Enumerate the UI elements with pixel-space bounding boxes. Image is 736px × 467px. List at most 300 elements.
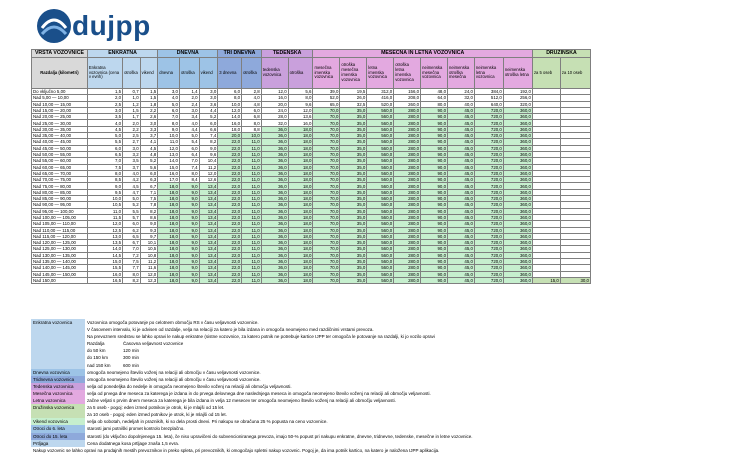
fare-cell: 5,6 bbox=[288, 89, 313, 95]
fare-cell: 70,0 bbox=[313, 240, 340, 246]
fare-cell: 2,7 bbox=[123, 139, 141, 145]
fare-cell: 45,0 bbox=[448, 183, 475, 189]
legend-label-fill bbox=[31, 354, 85, 361]
distance-cell: Nad 10,00 — 15,00 bbox=[32, 101, 88, 107]
fare-cell: 22,0 bbox=[218, 246, 242, 252]
col-header: otroška bbox=[123, 58, 141, 89]
fare-cell: 11,0 bbox=[242, 170, 262, 176]
fare-cell: 13,5 bbox=[87, 240, 122, 246]
fare-cell: 11,0 bbox=[242, 145, 262, 151]
legend-row bbox=[31, 425, 591, 432]
fare-cell: 18,0 bbox=[158, 233, 180, 239]
fare-cell: 5,0 bbox=[123, 196, 141, 202]
distance-cell: Nad 105,00 — 110,00 bbox=[32, 221, 88, 227]
fare-cell: 720,0 bbox=[474, 183, 503, 189]
fare-cell: 8,0 bbox=[123, 271, 141, 277]
fare-cell: 18,0 bbox=[288, 221, 313, 227]
distance-cell: Nad 85,00 — 90,00 bbox=[32, 196, 88, 202]
fare-cell: 70,0 bbox=[313, 120, 340, 126]
fare-cell: 9,0 bbox=[179, 221, 199, 227]
fare-cell: 18,0 bbox=[288, 259, 313, 265]
group-header-row bbox=[32, 50, 591, 58]
fare-cell: 36,0 bbox=[261, 233, 288, 239]
fare-cell: 7,8 bbox=[140, 202, 158, 208]
fare-cell: 8,5 bbox=[87, 177, 122, 183]
fare-cell: 13,4 bbox=[199, 259, 218, 265]
col-header: letna imenska vozovnica bbox=[367, 58, 394, 89]
fare-table bbox=[31, 49, 591, 284]
fare-cell: 36,0 bbox=[261, 227, 288, 233]
fare-cell: 8,2 bbox=[123, 277, 141, 283]
fare-cell: 2,2 bbox=[140, 107, 158, 113]
legend-row bbox=[31, 390, 591, 397]
fare-cell: 70,0 bbox=[313, 126, 340, 132]
fare-cell: 36,0 bbox=[261, 158, 288, 164]
col-header: 3 dnevna bbox=[218, 58, 242, 89]
fare-cell: 720,0 bbox=[474, 277, 503, 283]
fare-cell: 560,0 bbox=[367, 233, 394, 239]
fare-cell: 360,0 bbox=[503, 189, 532, 195]
legend-label-fill bbox=[31, 333, 85, 340]
fare-cell: 35,0 bbox=[340, 233, 367, 239]
fare-cell: 22,0 bbox=[218, 183, 242, 189]
fare-cell: 32,5 bbox=[340, 101, 367, 107]
fare-cell: 360,0 bbox=[503, 233, 532, 239]
legend-row bbox=[31, 326, 591, 333]
fare-cell: 36,0 bbox=[261, 208, 288, 214]
fare-cell: 70,0 bbox=[313, 202, 340, 208]
fare-cell: 6,0 bbox=[242, 107, 262, 113]
fare-cell: 45,0 bbox=[448, 120, 475, 126]
fare-cell: 13,6 bbox=[288, 114, 313, 120]
fare-cell: 12,0 bbox=[261, 89, 288, 95]
fare-cell: 7,4 bbox=[179, 164, 199, 170]
fare-cell: 18,0 bbox=[288, 177, 313, 183]
fare-cell: 4,0 bbox=[123, 170, 141, 176]
fare-cell: 6,0 bbox=[158, 107, 180, 113]
fare-cell: 18,0 bbox=[288, 277, 313, 283]
fare-cell: 360,0 bbox=[503, 259, 532, 265]
fare-cell: 18,0 bbox=[288, 227, 313, 233]
fare-cell: 560,0 bbox=[367, 107, 394, 113]
legend-text: omogoča neomejeno število voženj na relaciji ali območju v času veljavnosti vozovnice. bbox=[87, 376, 261, 382]
fare-cell: 360,0 bbox=[503, 114, 532, 120]
fare-cell: 12,0 bbox=[87, 221, 122, 227]
fare-cell: 18,0 bbox=[158, 240, 180, 246]
fare-cell: 7,0 bbox=[179, 158, 199, 164]
fare-cell: 45,0 bbox=[448, 196, 475, 202]
fare-cell: 312,0 bbox=[367, 89, 394, 95]
fare-cell: 65,0 bbox=[313, 101, 340, 107]
fare-cell: 1,5 bbox=[140, 95, 158, 101]
fare-cell: 10,0 bbox=[218, 101, 242, 107]
fare-cell: 39,0 bbox=[313, 89, 340, 95]
fare-cell: 35,0 bbox=[340, 120, 367, 126]
fare-cell: 9,6 bbox=[288, 101, 313, 107]
distance-cell: Nad 100,00 — 105,00 bbox=[32, 214, 88, 220]
fare-cell: 11,2 bbox=[140, 259, 158, 265]
fare-cell: 18,0 bbox=[288, 151, 313, 157]
col-header: dnevna bbox=[158, 58, 180, 89]
legend-zone-row bbox=[31, 362, 591, 369]
fare-cell: 70,0 bbox=[313, 252, 340, 258]
fare-cell: 720,0 bbox=[474, 196, 503, 202]
header-tridnevna: TRI DNEVNA bbox=[218, 50, 261, 58]
fare-cell: 5,0 bbox=[158, 101, 180, 107]
fare-cell: 11,0 bbox=[242, 214, 262, 220]
fare-cell: 10,8 bbox=[140, 252, 158, 258]
legend-row bbox=[31, 418, 591, 425]
fare-cell: 560,0 bbox=[367, 151, 394, 157]
fare-cell: 90,0 bbox=[421, 277, 448, 283]
fare-cell: 1,4 bbox=[179, 89, 199, 95]
fare-cell: 6,0 bbox=[218, 89, 242, 95]
fare-cell: 90,0 bbox=[421, 214, 448, 220]
fare-cell: 45,0 bbox=[448, 221, 475, 227]
col-header: mesečna imenska vozovnica bbox=[313, 58, 340, 89]
fare-cell: 3,0 bbox=[179, 107, 199, 113]
distance-cell: Nad 25,00 — 30,00 bbox=[32, 120, 88, 126]
fare-cell: 1,0 bbox=[123, 95, 141, 101]
fare-cell: 280,0 bbox=[394, 277, 421, 283]
fare-cell: 18,0 bbox=[288, 145, 313, 151]
fare-cell: 360,0 bbox=[503, 170, 532, 176]
legend-zone-row bbox=[31, 354, 591, 361]
fare-cell: 1,5 bbox=[140, 89, 158, 95]
fare-cell: 280,0 bbox=[394, 221, 421, 227]
fare-cell: 18,0 bbox=[158, 271, 180, 277]
fare-cell: 64,0 bbox=[421, 95, 448, 101]
fare-cell: 18,0 bbox=[158, 189, 180, 195]
legend-label: Tedenska vozovnica bbox=[31, 383, 85, 390]
fare-cell: 7,1 bbox=[140, 189, 158, 195]
fare-cell: 18,0 bbox=[288, 246, 313, 252]
fare-cell: 6,3 bbox=[140, 177, 158, 183]
fare-cell: 6,5 bbox=[87, 151, 122, 157]
fare-cell: 13,4 bbox=[199, 265, 218, 271]
fare-cell: 16,0 bbox=[87, 271, 122, 277]
fare-cell: 720,0 bbox=[474, 265, 503, 271]
fare-cell: 6,7 bbox=[123, 240, 141, 246]
legend-text: Nakup vozovnic se lahko opravi na prodajnih mestih prevoznikov in preko spleta, pri prevoznikih, ki omogočajo spletni nakup vozovnic. Pogoj je, da ima potnik kartico, na katero je naložena IJPP aplikacija. bbox=[33, 447, 440, 453]
fare-cell: 90,0 bbox=[421, 252, 448, 258]
distance-cell: Nad 75,00 — 80,00 bbox=[32, 183, 88, 189]
brand-logo bbox=[34, 6, 151, 50]
fare-cell: 36,0 bbox=[261, 189, 288, 195]
zone-validity: 120 min bbox=[123, 348, 140, 354]
fare-cell: 11,0 bbox=[242, 265, 262, 271]
fare-cell: 18,0 bbox=[158, 277, 180, 283]
fare-cell: 520,0 bbox=[367, 101, 394, 107]
zone-distance: do 150 km bbox=[87, 355, 109, 361]
fare-cell: 280,0 bbox=[394, 133, 421, 139]
fare-cell: 560,0 bbox=[367, 227, 394, 233]
fare-cell: 18,0 bbox=[158, 208, 180, 214]
legend-label: Mesečna vozovnica bbox=[31, 390, 85, 397]
fare-cell: 12,0 bbox=[158, 145, 180, 151]
fare-cell: 7,5 bbox=[87, 164, 122, 170]
fare-cell: 13,0 bbox=[87, 233, 122, 239]
fare-cell: 90,0 bbox=[421, 265, 448, 271]
legend-label: Družinska vozovnica bbox=[31, 404, 85, 411]
fare-cell: 70,0 bbox=[313, 107, 340, 113]
fare-cell: 560,0 bbox=[367, 208, 394, 214]
fare-cell: 280,0 bbox=[394, 271, 421, 277]
fare-cell: 45,0 bbox=[448, 133, 475, 139]
fare-cell: 4,2 bbox=[123, 177, 141, 183]
fare-cell: 360,0 bbox=[503, 221, 532, 227]
fare-cell: 5,0 bbox=[179, 133, 199, 139]
fare-cell: 720,0 bbox=[474, 189, 503, 195]
fare-cell: 90,0 bbox=[421, 208, 448, 214]
fare-cell: 9,5 bbox=[87, 189, 122, 195]
fare-cell: 560,0 bbox=[367, 240, 394, 246]
fare-cell: 11,0 bbox=[158, 139, 180, 145]
fare-cell: 36,0 bbox=[261, 145, 288, 151]
fare-cell: 280,0 bbox=[394, 151, 421, 157]
fare-cell: 18,0 bbox=[158, 221, 180, 227]
fare-cell: 11,5 bbox=[87, 214, 122, 220]
fare-cell: 90,0 bbox=[421, 133, 448, 139]
fare-cell: 30,0 bbox=[560, 277, 590, 283]
fare-cell: 13,4 bbox=[199, 271, 218, 277]
fare-cell: 70,0 bbox=[313, 177, 340, 183]
fare-cell: 90,0 bbox=[421, 189, 448, 195]
fare-cell: 22,0 bbox=[218, 139, 242, 145]
fare-cell: 13,4 bbox=[199, 196, 218, 202]
fare-cell: 3,7 bbox=[140, 133, 158, 139]
fare-cell: 18,0 bbox=[288, 183, 313, 189]
fare-cell: 5,0 bbox=[87, 133, 122, 139]
fare-cell: 45,0 bbox=[448, 265, 475, 271]
fare-cell: 45,0 bbox=[448, 277, 475, 283]
fare-cell: 70,0 bbox=[313, 189, 340, 195]
legend-text: starosti (do vključno dopolnjenega 15. leta), če niso upravičeni do subvencioniranega prevoza, imajo 50-% popust pri nakupu enkratne, dnevne, tridnevne, tedenske, mesečne in letne vozovnice. bbox=[87, 433, 473, 439]
fare-cell: 35,0 bbox=[340, 246, 367, 252]
fare-cell: 2,6 bbox=[140, 114, 158, 120]
fare-cell: 320,0 bbox=[503, 101, 532, 107]
distance-cell: Nad 60,00 — 65,00 bbox=[32, 164, 88, 170]
legend-zone-row bbox=[31, 347, 591, 354]
fare-cell: 2,5 bbox=[87, 101, 122, 107]
legend-label-fill bbox=[31, 326, 85, 333]
fare-cell: 12,6 bbox=[199, 177, 218, 183]
fare-cell: 4,5 bbox=[87, 126, 122, 132]
fare-cell: 8,0 bbox=[218, 95, 242, 101]
fare-cell: 17,0 bbox=[158, 177, 180, 183]
fare-cell: 5,2 bbox=[140, 158, 158, 164]
fare-cell: 13,0 bbox=[158, 151, 180, 157]
fare-cell: 360,0 bbox=[503, 151, 532, 157]
col-header: za 5 oseb bbox=[532, 58, 560, 89]
fare-cell: 5,5 bbox=[87, 139, 122, 145]
fare-cell: 2,5 bbox=[123, 133, 141, 139]
fare-cell: 90,0 bbox=[421, 107, 448, 113]
fare-cell: 90,0 bbox=[421, 271, 448, 277]
fare-cell: 22,0 bbox=[218, 164, 242, 170]
fare-cell: 2,0 bbox=[87, 95, 122, 101]
fare-cell: 7,0 bbox=[123, 246, 141, 252]
legend-label: Prtljaga bbox=[31, 440, 85, 447]
fare-cell: 90,0 bbox=[421, 158, 448, 164]
fare-cell: 14,0 bbox=[158, 158, 180, 164]
fare-cell: 3,6 bbox=[199, 101, 218, 107]
zone-validity-header: Časovna veljavnost vozovnice bbox=[123, 341, 184, 347]
fare-cell: 4,4 bbox=[199, 107, 218, 113]
fare-cell: 192,0 bbox=[503, 89, 532, 95]
legend-text: Cena dodatnega kosa prtljage znaša 1,5 evra. bbox=[87, 440, 180, 446]
fare-cell: 18,0 bbox=[288, 240, 313, 246]
fare-cell: 70,0 bbox=[313, 221, 340, 227]
fare-cell: 36,0 bbox=[261, 183, 288, 189]
fare-cell: 560,0 bbox=[367, 126, 394, 132]
fare-cell: 280,0 bbox=[394, 196, 421, 202]
fare-cell: 280,0 bbox=[394, 227, 421, 233]
col-header-razdalja: Razdalja (kilometri) bbox=[32, 58, 88, 89]
fare-cell: 90,0 bbox=[421, 233, 448, 239]
fare-cell: 22,0 bbox=[218, 271, 242, 277]
fare-cell: 11,2 bbox=[199, 164, 218, 170]
legend-label: Vikend vozovnica bbox=[31, 418, 85, 425]
fare-cell: 360,0 bbox=[503, 139, 532, 145]
fare-cell: 9,0 bbox=[179, 196, 199, 202]
fare-cell: 10,0 bbox=[158, 133, 180, 139]
fare-cell: 70,0 bbox=[313, 133, 340, 139]
fare-cell: 11,0 bbox=[242, 271, 262, 277]
distance-cell: Nad 90,00 — 95,00 bbox=[32, 202, 88, 208]
fare-cell: 45,0 bbox=[448, 177, 475, 183]
fare-cell: 36,0 bbox=[261, 151, 288, 157]
legend-row bbox=[31, 383, 591, 390]
distance-cell: Nad 110,00 — 115,00 bbox=[32, 227, 88, 233]
zone-validity: 600 min bbox=[123, 362, 140, 368]
column-header-row bbox=[32, 58, 591, 89]
fare-cell: 12,0 bbox=[288, 107, 313, 113]
fare-cell: 28,0 bbox=[261, 114, 288, 120]
fare-cell: 3,0 bbox=[140, 120, 158, 126]
fare-cell: 18,0 bbox=[288, 158, 313, 164]
fare-cell: 360,0 bbox=[503, 133, 532, 139]
legend-text: Na prevoznem sredstvu se lahko opravi le nakup enkratne (sistne vozovnice, za katero potnik ne potrebuje kartice IJPP ter omogoča le potovanje na razdalji, ki jo vozilo opravi bbox=[87, 334, 435, 340]
fare-cell: 35,0 bbox=[340, 126, 367, 132]
fare-cell: 12,3 bbox=[140, 277, 158, 283]
distance-cell: Do vključno 5,00 bbox=[32, 89, 88, 95]
fare-cell: 22,0 bbox=[218, 158, 242, 164]
fare-cell: 360,0 bbox=[503, 177, 532, 183]
fare-cell: 5,7 bbox=[123, 214, 141, 220]
col-header: otroška bbox=[242, 58, 262, 89]
fare-cell: 35,0 bbox=[340, 170, 367, 176]
col-header: neimenska otroška mesečna bbox=[448, 58, 475, 89]
fare-cell: 280,0 bbox=[394, 114, 421, 120]
fare-cell: 22,0 bbox=[218, 196, 242, 202]
fare-cell: 18,0 bbox=[288, 139, 313, 145]
legend-label-fill bbox=[31, 347, 85, 354]
fare-cell: 35,0 bbox=[340, 208, 367, 214]
fare-cell: 5,6 bbox=[140, 164, 158, 170]
fare-cell: 22,0 bbox=[218, 151, 242, 157]
fare-cell: 7,5 bbox=[140, 196, 158, 202]
fare-cell: 9,0 bbox=[179, 189, 199, 195]
fare-cell: 36,0 bbox=[261, 259, 288, 265]
fare-cell: 24,0 bbox=[448, 89, 475, 95]
fare-cell: 3,0 bbox=[123, 145, 141, 151]
fare-cell: 6,2 bbox=[123, 227, 141, 233]
fare-cell: 9,3 bbox=[140, 227, 158, 233]
legend-row bbox=[31, 404, 591, 411]
fare-cell: 45,0 bbox=[448, 151, 475, 157]
fare-cell: 9,0 bbox=[179, 208, 199, 214]
fare-cell: 1,8 bbox=[140, 101, 158, 107]
fare-cell: 24,0 bbox=[261, 107, 288, 113]
fare-cell: 560,0 bbox=[367, 246, 394, 252]
fare-cell: 70,0 bbox=[313, 196, 340, 202]
fare-cell: 70,0 bbox=[313, 259, 340, 265]
fare-cell: 45,0 bbox=[448, 202, 475, 208]
fare-cell: 7,0 bbox=[87, 158, 122, 164]
distance-cell: Nad 80,00 — 85,00 bbox=[32, 189, 88, 195]
fare-cell: 560,0 bbox=[367, 271, 394, 277]
fare-cell: 35,0 bbox=[340, 107, 367, 113]
fare-cell: 18,0 bbox=[158, 265, 180, 271]
fare-cell: 18,0 bbox=[218, 126, 242, 132]
fare-cell: 280,0 bbox=[394, 158, 421, 164]
fare-cell: 45,0 bbox=[448, 189, 475, 195]
fare-cell: 9,7 bbox=[140, 233, 158, 239]
fare-cell: 11,0 bbox=[242, 259, 262, 265]
fare-cell: 12,0 bbox=[140, 271, 158, 277]
fare-cell: 52,0 bbox=[313, 95, 340, 101]
fare-cell: 11,0 bbox=[242, 196, 262, 202]
fare-cell: 7,0 bbox=[158, 114, 180, 120]
fare-cell: 11,0 bbox=[242, 164, 262, 170]
fare-cell: 36,0 bbox=[261, 265, 288, 271]
fare-cell: 720,0 bbox=[474, 126, 503, 132]
fare-cell: 11,0 bbox=[242, 277, 262, 283]
zone-validity: 300 min bbox=[123, 355, 140, 361]
fare-cell: 11,0 bbox=[242, 208, 262, 214]
legend-label: Letna vozovnica bbox=[31, 397, 85, 404]
distance-cell: Nad 140,00 — 145,00 bbox=[32, 265, 88, 271]
fare-cell: 280,0 bbox=[394, 240, 421, 246]
col-header: otroška mesečna imenska vozovnica bbox=[340, 58, 367, 89]
fare-cell: 35,0 bbox=[340, 139, 367, 145]
legend-label: Otroci do 15. leta bbox=[31, 433, 85, 440]
fare-cell: 13,4 bbox=[199, 277, 218, 283]
distance-cell: Nad 55,00 — 60,00 bbox=[32, 158, 88, 164]
fare-cell: 90,0 bbox=[421, 227, 448, 233]
fare-cell: 208,0 bbox=[394, 95, 421, 101]
fare-cell: 45,0 bbox=[448, 126, 475, 132]
fare-cell: 70,0 bbox=[313, 271, 340, 277]
fare-cell: 8,4 bbox=[179, 177, 199, 183]
fare-cell: 360,0 bbox=[503, 246, 532, 252]
fare-cell: 7,2 bbox=[123, 252, 141, 258]
fare-cell: 3,5 bbox=[123, 158, 141, 164]
fare-cell: 32,0 bbox=[448, 95, 475, 101]
fare-cell: 18,0 bbox=[158, 196, 180, 202]
fare-cell: 6,4 bbox=[179, 151, 199, 157]
fare-cell: 7,7 bbox=[123, 265, 141, 271]
fare-cell: 10,5 bbox=[140, 246, 158, 252]
fare-cell: 90,0 bbox=[421, 139, 448, 145]
fare-cell: 11,0 bbox=[242, 183, 262, 189]
fare-cell: 9,6 bbox=[199, 151, 218, 157]
fare-cell: 7,4 bbox=[199, 133, 218, 139]
fare-cell: 1,5 bbox=[123, 107, 141, 113]
fare-cell: 35,0 bbox=[340, 271, 367, 277]
fare-cell: 35,0 bbox=[340, 133, 367, 139]
